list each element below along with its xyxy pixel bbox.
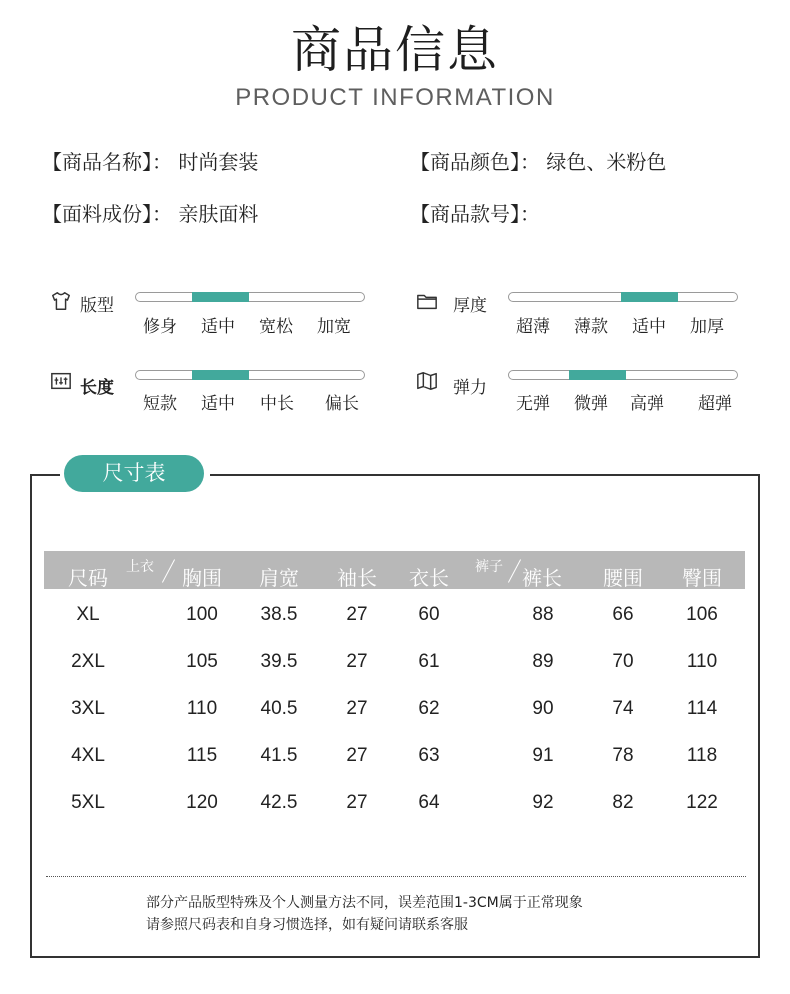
notes-divider [46,876,746,877]
length-option: 适中 [201,394,235,414]
table-cell: 66 [612,604,634,625]
table-cell: 60 [418,604,440,625]
fit-scale [135,292,365,302]
header-pants-label: 裤子 [475,559,503,575]
length-icon [50,370,72,392]
header-chest: 胸围 [182,566,222,590]
folder-icon [416,290,438,312]
table-cell: 105 [186,651,218,672]
thickness-option: 适中 [632,317,666,337]
table-cell: 62 [418,698,440,719]
header-hip: 臀围 [682,566,722,590]
tshirt-icon [50,290,72,312]
table-cell: 78 [612,745,634,766]
table-cell: 91 [532,745,554,766]
table-cell: 27 [346,698,368,719]
table-cell: 120 [186,792,218,813]
table-cell: 39.5 [260,651,298,672]
page-title: 商品信息 [291,21,499,79]
table-cell: 40.5 [260,698,298,719]
thickness-scale [508,292,738,302]
product-name: 【商品名称】： 时尚套装 [42,150,259,174]
table-cell: 100 [186,604,218,625]
elasticity-selected-fill [569,370,626,380]
length-selected-fill [192,370,249,380]
fit-option: 宽松 [259,317,293,337]
table-cell: 3XL [71,698,105,719]
product-fabric: 【面料成份】： 亲肤面料 [42,202,259,226]
header-shoulder: 肩宽 [259,566,299,590]
table-cell: 2XL [71,651,105,672]
table-cell: 4XL [71,745,105,766]
table-cell: 27 [346,604,368,625]
note-line-2: 请参照尺码表和自身习惯选择，如有疑问请联系客服 [146,917,468,933]
fit-option: 修身 [143,317,177,337]
header-waist: 腰围 [603,566,643,590]
table-cell: 41.5 [260,745,298,766]
page-subtitle: PRODUCT INFORMATION [235,84,555,111]
thickness-selected-fill [621,292,678,302]
thickness-option: 加厚 [690,317,724,337]
header-top-label: 上衣 [126,559,154,575]
elasticity-option: 超弹 [698,394,732,414]
length-option: 短款 [143,394,177,414]
table-cell: 61 [418,651,440,672]
table-cell: 122 [686,792,718,813]
elasticity-option: 微弹 [574,394,608,414]
table-cell: 106 [686,604,718,625]
table-cell: 114 [686,698,718,719]
thickness-option: 薄款 [574,317,608,337]
map-icon [416,370,438,392]
thickness-option: 超薄 [516,317,550,337]
fit-selected-fill [192,292,249,302]
table-cell: 5XL [71,792,105,813]
fit-option: 适中 [201,317,235,337]
elasticity-scale [508,370,738,380]
table-cell: 27 [346,651,368,672]
product-style-number: 【商品款号】： [410,202,540,226]
table-cell: 38.5 [260,604,298,625]
table-cell: 110 [686,651,718,672]
elasticity-label: 弹力 [453,378,487,398]
table-cell: 64 [418,792,440,813]
header-sleeve: 袖长 [337,566,377,590]
product-color: 【商品颜色】： 绿色、米粉色 [410,150,667,174]
elasticity-option: 无弹 [516,394,550,414]
header-size: 尺码 [68,566,108,590]
table-cell: 110 [186,698,218,719]
table-cell: XL [76,604,100,625]
length-option: 偏长 [325,394,359,414]
table-cell: 27 [346,745,368,766]
header-top-length: 衣长 [409,566,449,590]
table-cell: 74 [612,698,634,719]
table-cell: 92 [532,792,554,813]
elasticity-option: 高弹 [630,394,664,414]
table-cell: 70 [612,651,634,672]
thickness-label: 厚度 [453,296,487,316]
table-cell: 115 [186,745,218,766]
length-scale [135,370,365,380]
fit-option: 加宽 [317,317,351,337]
size-table-badge: 尺寸表 [64,455,204,492]
table-cell: 89 [532,651,554,672]
note-line-1: 部分产品版型特殊及个人测量方法不同，误差范围1-3CM属于正常现象 [146,895,583,911]
table-cell: 63 [418,745,440,766]
table-cell: 27 [346,792,368,813]
fit-label: 版型 [80,296,114,316]
header-pants-length: 裤长 [522,566,562,590]
table-cell: 42.5 [260,792,298,813]
length-option: 中长 [260,394,294,414]
table-cell: 90 [532,698,554,719]
table-cell: 88 [532,604,554,625]
length-label: 长度 [80,378,114,398]
table-cell: 82 [612,792,634,813]
table-cell: 118 [686,745,718,766]
